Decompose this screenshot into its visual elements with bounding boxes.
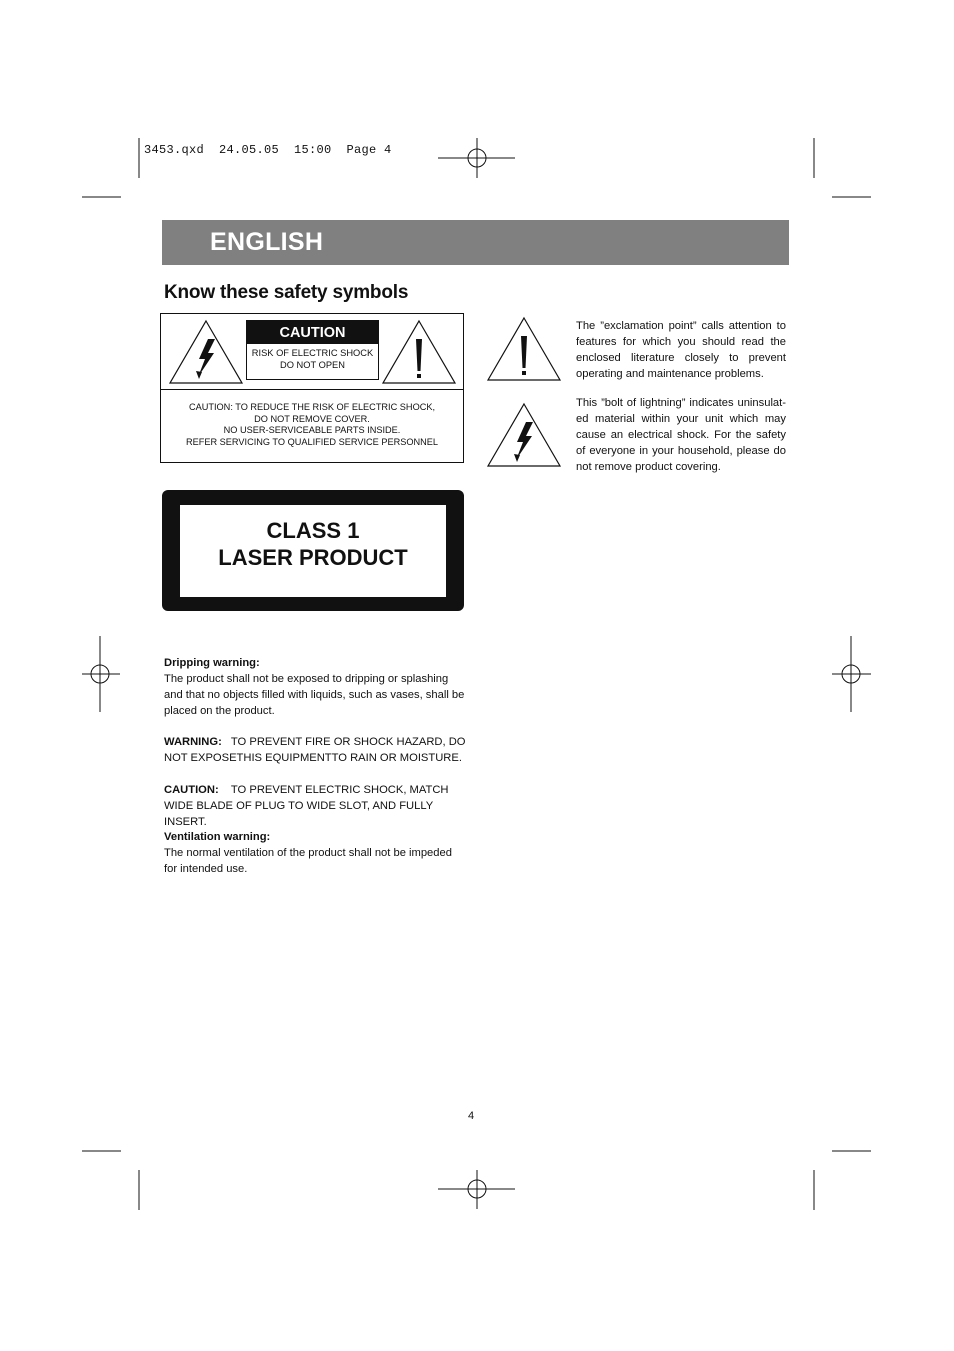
banner-title: ENGLISH	[210, 228, 324, 256]
caution-text: TO PREVENT ELECTRIC SHOCK, MATCH WIDE BLADE OF PLUG TO WIDE SLOT, AND FULLY INSERT.	[164, 784, 449, 828]
dripping-heading: Dripping warning:	[164, 657, 260, 669]
caution-label: CAUTION:	[164, 784, 219, 796]
caution-divider	[161, 389, 463, 390]
language-banner	[162, 220, 789, 265]
ventilation-warning	[164, 829, 466, 877]
registration-mark-bottom-icon	[438, 1170, 515, 1209]
caution-body-line-2: DO NOT REMOVE COVER.	[254, 413, 370, 424]
print-slug: 3453.qxd 24.05.05 15:00 Page 4	[144, 143, 392, 157]
caution-body-line-4: REFER SERVICING TO QUALIFIED SERVICE PERSONNEL	[185, 436, 439, 447]
lightning-description: This ”bolt of lightning” indicates uninsulat-ed material within your unit which may cause an electrical shock. For the safety of everyone in your household, please do not remove product covering.	[576, 397, 786, 473]
caution-title: CAUTION	[247, 321, 378, 344]
warning-label: WARNING:	[164, 736, 222, 748]
caution-label-line-1: RISK OF ELECTRIC SHOCK	[251, 348, 374, 358]
caution-body	[161, 402, 463, 448]
dripping-text: The product shall not be exposed to dripping or splashing and that no objects filled with liquids, such as vases, shall be placed on the product.	[164, 673, 465, 717]
dripping-warning	[164, 655, 466, 719]
registration-mark-left-icon	[82, 636, 120, 712]
registration-mark-top-icon	[438, 138, 515, 178]
exclamation-symbol-icon	[486, 316, 562, 382]
ventilation-heading: Ventilation warning:	[164, 831, 271, 843]
caution-body-line-1: CAUTION: TO REDUCE THE RISK OF ELECTRIC SHOCK,	[188, 402, 436, 412]
exclamation-warning-icon	[381, 319, 457, 385]
lightning-symbol-icon	[486, 402, 562, 468]
section-title: Know these safety symbols	[164, 282, 409, 303]
laser-class-text: CLASS 1	[266, 518, 360, 543]
laser-product-text: LASER PRODUCT	[218, 545, 408, 570]
laser-label-inner	[180, 505, 446, 597]
caution-label-line-2: DO NOT OPEN	[280, 360, 345, 370]
lightning-warning-icon	[168, 319, 244, 385]
caution-label	[246, 320, 379, 380]
fire-warning	[164, 734, 466, 766]
ventilation-text: The normal ventilation of the product shall not be impeded for intended use.	[164, 847, 452, 875]
laser-product-label	[162, 490, 464, 611]
page-number: 4	[468, 1110, 475, 1122]
exclamation-description: The ”exclamation point” calls attention to features for which you should read the enclosed literature closely to prevent operating and maintenance problems.	[576, 320, 786, 380]
registration-mark-right-icon	[832, 636, 871, 712]
caution-body-line-3: NO USER-SERVICEABLE PARTS INSIDE.	[223, 425, 401, 435]
caution-label-panel	[160, 313, 464, 463]
warning-text: TO PREVENT FIRE OR SHOCK HAZARD, DO NOT EXPOSETHIS EQUIPMENTTO RAIN OR MOISTURE.	[164, 736, 466, 764]
shock-caution	[164, 782, 466, 830]
